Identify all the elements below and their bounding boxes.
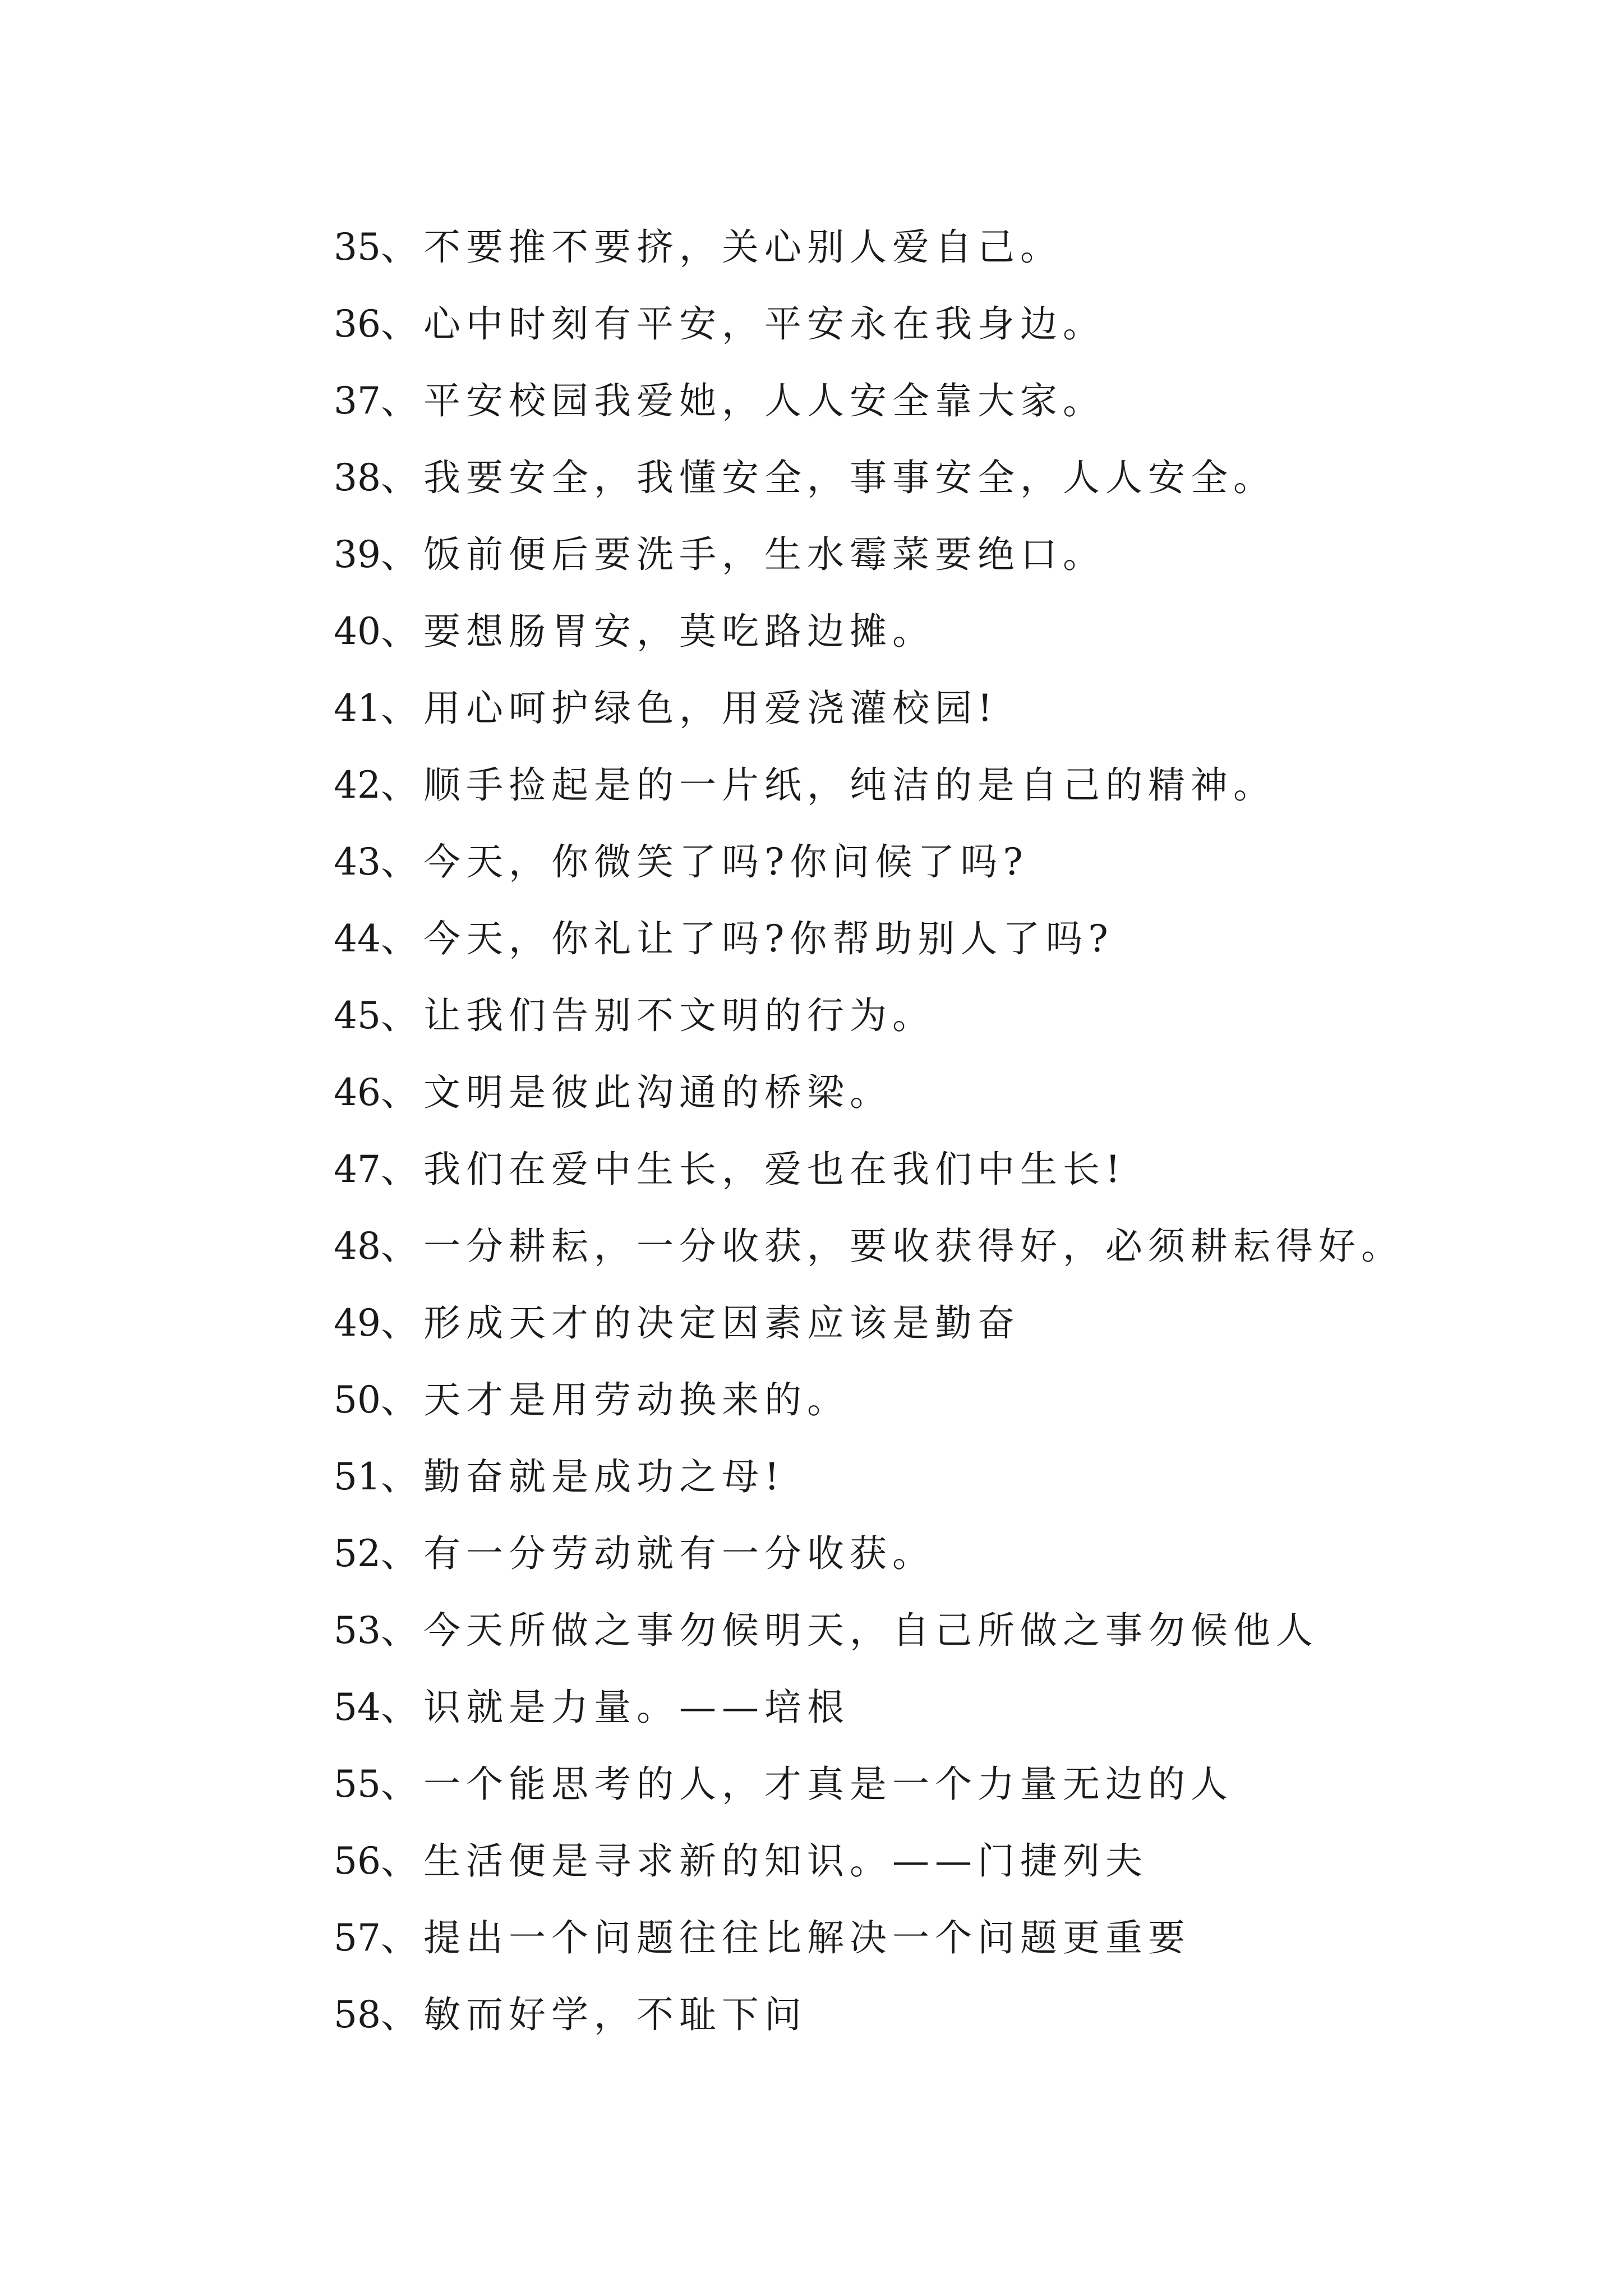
- list-item: [334, 439, 1596, 516]
- item-number: 40: [334, 610, 381, 653]
- list-item: [334, 1131, 1596, 1208]
- list-item: [334, 1669, 1596, 1746]
- item-text: 文明是彼此沟通的桥梁。: [423, 1071, 892, 1114]
- item-text: 要想肠胃安，莫吃路边摊。: [423, 610, 935, 653]
- list-item: [334, 1208, 1596, 1285]
- list-item: [334, 1976, 1596, 2053]
- list-item: [334, 1592, 1596, 1669]
- item-number: 43: [334, 840, 381, 884]
- item-text: 有一分劳动就有一分收获。: [423, 1532, 935, 1575]
- item-separator: 、: [380, 379, 423, 422]
- item-number: 36: [334, 302, 381, 346]
- item-separator: 、: [380, 1609, 423, 1652]
- item-separator: 、: [380, 1916, 423, 1959]
- list-item: [334, 209, 1596, 286]
- item-text: 平安校园我爱她，人人安全靠大家。: [423, 379, 1105, 422]
- item-number: 52: [334, 1532, 381, 1575]
- item-number: 44: [334, 917, 381, 960]
- item-number: 49: [334, 1301, 381, 1345]
- item-separator: 、: [380, 1071, 423, 1114]
- item-number: 50: [334, 1378, 381, 1421]
- item-separator: 、: [380, 687, 423, 730]
- item-separator: 、: [380, 994, 423, 1037]
- item-number: 39: [334, 533, 381, 576]
- list-item: [334, 900, 1596, 977]
- item-text: 今天，你礼让了吗?你帮助别人了吗?: [423, 917, 1114, 960]
- list-item: [334, 977, 1596, 1054]
- item-text: 用心呵护绿色，用爱浇灌校园!: [423, 687, 998, 730]
- item-number: 41: [334, 687, 381, 730]
- list-item: [334, 593, 1596, 670]
- item-number: 57: [334, 1916, 381, 1959]
- list-item: [334, 670, 1596, 747]
- item-text: 勤奋就是成功之母!: [423, 1455, 785, 1498]
- item-text: 不要推不要挤，关心别人爱自己。: [423, 226, 1063, 269]
- item-text: 一个能思考的人，才真是一个力量无边的人: [423, 1763, 1233, 1806]
- item-separator: 、: [380, 1378, 423, 1421]
- item-separator: 、: [380, 1763, 423, 1806]
- item-number: 35: [334, 226, 381, 269]
- list-item: [334, 516, 1596, 593]
- list-item: [334, 823, 1596, 900]
- item-text: 今天所做之事勿候明天，自己所做之事勿候他人: [423, 1609, 1318, 1652]
- item-text: 天才是用劳动换来的。: [423, 1378, 850, 1421]
- item-text: 识就是力量。——培根: [423, 1686, 850, 1729]
- item-separator: 、: [380, 1225, 423, 1268]
- list-item: [334, 1746, 1596, 1823]
- item-separator: 、: [380, 1532, 423, 1575]
- item-number: 47: [334, 1148, 381, 1191]
- item-separator: 、: [380, 1301, 423, 1345]
- list-item: [334, 1823, 1596, 1899]
- item-separator: 、: [380, 302, 423, 346]
- item-text: 今天，你微笑了吗?你问候了吗?: [423, 840, 1029, 884]
- item-number: 48: [334, 1225, 381, 1268]
- item-number: 51: [334, 1455, 381, 1498]
- list-item: [334, 362, 1596, 439]
- item-text: 我们在爱中生长，爱也在我们中生长!: [423, 1148, 1126, 1191]
- list-item: [334, 1054, 1596, 1131]
- item-separator: 、: [380, 763, 423, 807]
- item-separator: 、: [380, 1686, 423, 1729]
- item-number: 55: [334, 1763, 381, 1806]
- slogan-list: [334, 209, 1596, 2053]
- item-text: 提出一个问题往往比解决一个问题更重要: [423, 1916, 1191, 1959]
- list-item: [334, 286, 1596, 362]
- item-separator: 、: [380, 840, 423, 884]
- item-text: 生活便是寻求新的知识。——门捷列夫: [423, 1839, 1148, 1883]
- item-number: 45: [334, 994, 381, 1037]
- item-text: 饭前便后要洗手，生水霉菜要绝口。: [423, 533, 1105, 576]
- list-item: [334, 1361, 1596, 1438]
- item-separator: 、: [380, 533, 423, 576]
- item-separator: 、: [380, 456, 423, 499]
- item-number: 38: [334, 456, 381, 499]
- item-text: 让我们告别不文明的行为。: [423, 994, 935, 1037]
- item-separator: 、: [380, 1455, 423, 1498]
- list-item: [334, 747, 1596, 823]
- item-number: 56: [334, 1839, 381, 1883]
- item-separator: 、: [380, 226, 423, 269]
- item-separator: 、: [380, 610, 423, 653]
- item-separator: 、: [380, 917, 423, 960]
- item-separator: 、: [380, 1993, 423, 2036]
- list-item: [334, 1285, 1596, 1361]
- item-number: 37: [334, 379, 381, 422]
- item-number: 53: [334, 1609, 381, 1652]
- item-number: 54: [334, 1686, 381, 1729]
- item-text: 心中时刻有平安，平安永在我身边。: [423, 302, 1105, 346]
- item-number: 42: [334, 763, 381, 807]
- list-item: [334, 1438, 1596, 1515]
- list-item: [334, 1515, 1596, 1592]
- item-number: 58: [334, 1993, 381, 2036]
- item-number: 46: [334, 1071, 381, 1114]
- item-text: 顺手捡起是的一片纸，纯洁的是自己的精神。: [423, 763, 1276, 807]
- item-text: 一分耕耘，一分收获，要收获得好，必须耕耘得好。: [423, 1225, 1404, 1268]
- item-separator: 、: [380, 1839, 423, 1883]
- item-text: 形成天才的决定因素应该是勤奋: [423, 1301, 1020, 1345]
- item-separator: 、: [380, 1148, 423, 1191]
- list-item: [334, 1899, 1596, 1976]
- item-text: 敏而好学，不耻下问: [423, 1993, 807, 2036]
- item-text: 我要安全，我懂安全，事事安全，人人安全。: [423, 456, 1276, 499]
